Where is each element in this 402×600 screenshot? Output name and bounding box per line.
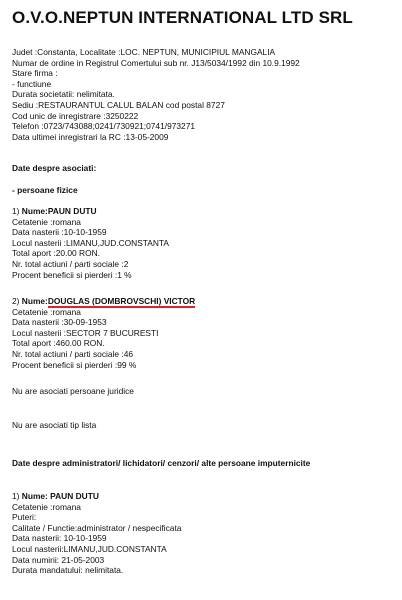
no-legal-entities-note: Nu are asociati persoane juridice [12,386,134,396]
associate-detail: Data nasterii :10-10-1959 [12,227,107,238]
company-line: Judet :Constanta, Localitate :LOC. NEPTUN, MUNICIPIUL MANGALIA [12,47,276,57]
associate-detail: Data nasterii :30-09-1953 [12,317,107,328]
admin-detail: Data nasterii: 10-10-1959 [12,533,107,544]
name-label: Nume: [21,206,48,216]
associate-detail: Locul nasterii :SECTOR 7 BUCURESTI [12,327,159,338]
admin-detail: Durata mandatului: nelimitata. [12,565,124,576]
associate-detail: Cetatenie :romana [12,306,81,317]
associate-name-highlighted: DOUGLAS (DOMBROVSCHI) VICTOR [47,296,196,306]
company-line: Numar de ordine in Registrul Comertului sub nr. J13/5034/1992 din 10.9.1992 [12,57,300,68]
admin-detail: Cetatenie :romana [12,501,81,512]
company-line: Sediu :RESTAURANTUL CALUL BALAN cod postal 8727 [12,99,225,110]
company-line: - functiune [12,78,52,89]
entry-index: 1) [12,491,22,501]
company-line: Telefon :0723/743088;0241/730921;0741/973271 [12,121,196,132]
company-title: O.V.O.NEPTUN INTERNATIONAL LTD SRL [12,8,353,27]
associate-detail: Nr. total actiuni / parti sociale :2 [12,258,129,269]
associates-heading: Date despre asociati: [12,163,97,173]
associate-name-line [12,296,394,307]
company-line: Cod unic de inregistrare :3250222 [12,110,139,121]
company-line: Stare firma : [12,68,58,79]
associate-name-line [12,206,394,217]
associate-detail: Locul nasterii :LIMANU,JUD.CONSTANTA [12,237,169,248]
company-details [12,47,394,142]
no-list-type-note: Nu are asociati tip lista [12,420,97,430]
name-label: Nume: [21,491,51,501]
associate-detail: Cetatenie :romana [12,216,81,227]
admin-name-line [12,491,394,502]
admin-detail: Puteri: [12,512,37,523]
admin-entry-1 [12,491,394,576]
associate-detail: Procent beneficii si pierderi :99 % [12,359,137,370]
associate-detail: Total aport :460.00 RON. [12,338,105,349]
associate-entry-2 [12,296,394,370]
associate-detail: Nr. total actiuni / parti sociale :46 [12,348,134,359]
company-line: Durata societatii: nelimitata. [12,89,115,100]
name-label: Nume: [21,296,48,306]
company-line: Data ultimei inregistrari la RC :13-05-2009 [12,131,169,142]
admin-detail: Calitate / Functie:administrator / nespecificata [12,522,182,533]
associate-detail: Procent beneficii si pierderi :1 % [12,269,132,280]
admins-heading: Date despre administratori/ lichidatori/ cenzori/ alte persoane imputernicite [12,458,311,468]
entry-index: 1) [12,206,22,216]
admin-detail: Data numirii: 21-05-2003 [12,554,105,565]
admin-name: PAUN DUTU [50,491,99,501]
associate-entry-1 [12,206,394,280]
admin-detail: Locul nasterii:LIMANU,JUD.CONSTANTA [12,543,167,554]
associate-detail: Total aport :20.00 RON. [12,248,100,259]
persons-heading: - persoane fizice [12,185,78,195]
associate-name: PAUN DUTU [47,206,97,216]
entry-index: 2) [12,296,22,306]
